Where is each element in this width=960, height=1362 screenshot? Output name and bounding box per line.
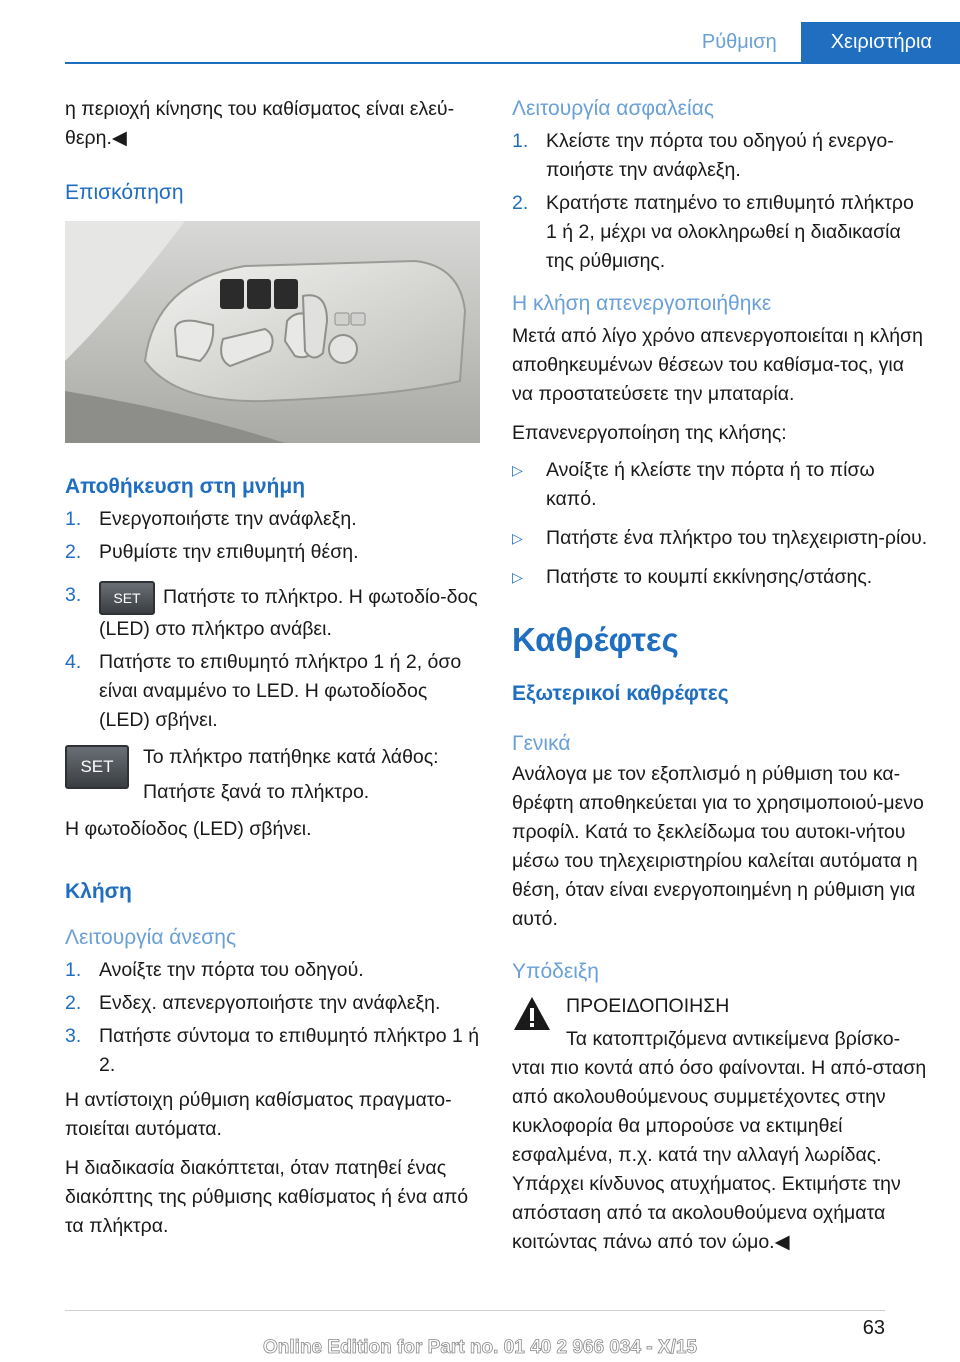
- bullet-text: Πατήστε ένα πλήκτρο του τηλεχειριστη-ρίου.: [546, 527, 928, 549]
- list-item: [512, 524, 930, 553]
- header-section-label[interactable]: Ρύθμιση: [678, 22, 801, 62]
- ext-mirrors-heading: Εξωτερικοί καθρέφτες: [512, 682, 729, 705]
- warning-text: Τα κατοπτριζόμενα αντικείμενα βρίσκο-νται πιο κοντά από όσο φαίνονται. Η από-σταση από ακολουθούμενους συμμετέχοντες στην κυκλοφορία θα μπορούσε να εκτιμηθεί εσφαλμένα, π.χ. κατά την αλλαγή λωρίδας. Υπάρχει κίνδυνος ατυχήματος. Εκτιμήστε την απόσταση από τα ακολουθούμενα οχήματα κοιτώντας πάνω από τον ώμο.◀: [512, 1028, 927, 1253]
- comfort-heading: Λειτουργία άνεσης: [65, 926, 237, 949]
- step-text: Ενδεχ. απενεργοποιήστε την ανάφλεξη.: [99, 992, 441, 1014]
- step-number: 3.: [65, 1025, 82, 1047]
- step-number: 4.: [65, 651, 82, 673]
- safety-steps-list: [512, 127, 930, 276]
- bullet-text: Πατήστε το κουμπί εκκίνησης/στάσης.: [546, 566, 873, 588]
- step-number: 2.: [65, 992, 82, 1014]
- right-column: [512, 95, 930, 1257]
- store-heading: Αποθήκευση στη μνήμη: [65, 475, 306, 498]
- step-number: 1.: [65, 508, 82, 530]
- general-heading: Γενικά: [512, 732, 571, 755]
- step-text: Πατήστε σύντομα το επιθυμητό πλήκτρο 1 ή 2.: [99, 1025, 480, 1076]
- list-item: [512, 189, 930, 276]
- set-button-icon: SET: [99, 581, 155, 615]
- step-text: Πατήστε το επιθυμητό πλήκτρο 1 ή 2, όσο είναι αναμμένο το LED. Η φωτοδίοδος (LED) σβήνει.: [99, 651, 462, 731]
- bullet-text: Ανοίξτε ή κλείστε την πόρτα ή το πίσω καπό.: [546, 459, 875, 510]
- list-item: [512, 563, 930, 592]
- memory-button-2: [247, 279, 271, 309]
- step-number: 2.: [65, 541, 82, 563]
- comfort-paragraph: Η αντίστοιχη ρύθμιση καθίσματος πραγματο-ποιείται αυτόματα.: [65, 1089, 452, 1140]
- page-header: [678, 22, 960, 62]
- note-after-text: Η φωτοδίοδος (LED) σβήνει.: [65, 818, 312, 840]
- store-steps-list: [65, 505, 480, 735]
- note-line: Πατήστε ξανά το πλήκτρο.: [143, 781, 370, 803]
- left-column: [65, 95, 480, 1241]
- warning-triangle-icon: [512, 994, 552, 1034]
- list-item: [65, 956, 480, 985]
- page-number: 63: [862, 1317, 885, 1339]
- note-box: [65, 743, 480, 807]
- comfort-paragraph: Η διαδικασία διακόπτεται, όταν πατηθεί ένας διακόπτης της ρύθμισης καθίσματος ή ένα από τα πλήκτρα.: [65, 1157, 469, 1237]
- triangle-bullet-icon: ▷: [512, 569, 523, 585]
- step-text: Ανοίξτε την πόρτα του οδηγού.: [99, 959, 364, 981]
- list-item: [512, 127, 930, 185]
- memory-button-1: [220, 279, 244, 309]
- footer-rule: [65, 1310, 885, 1311]
- list-item: [65, 505, 480, 534]
- warning-box: [512, 992, 930, 1257]
- header-chapter-label[interactable]: Χειριστήρια: [801, 22, 960, 62]
- general-paragraph: Ανάλογα με τον εξοπλισμό η ρύθμιση του κα-θρέφτη αποθηκεύεται για το χρησιμοποιού-μενο προφίλ. Κατά το ξεκλείδωμα του αυτοκι-νήτου μέσω του τηλεχειριστηρίου καλείται αυτόματα η θέση, όταν είναι ενεργοποιημένη η ρύθμιση για αυτό.: [512, 763, 924, 930]
- mirrors-heading: Καθρέφτες: [512, 621, 679, 658]
- step-text: Ενεργοποιήστε την ανάφλεξη.: [99, 508, 357, 530]
- list-item: [65, 581, 480, 644]
- list-item: [65, 989, 480, 1018]
- comfort-steps-list: [65, 956, 480, 1080]
- header-rule: [65, 62, 960, 64]
- overview-heading: Επισκόπηση: [65, 181, 184, 204]
- step-number: 2.: [512, 192, 529, 214]
- set-button-icon: SET: [65, 745, 129, 789]
- list-item: [65, 538, 480, 567]
- recall-heading: Κλήση: [65, 880, 132, 903]
- seat-controls-photo: [65, 221, 480, 443]
- triangle-bullet-icon: ▷: [512, 462, 523, 478]
- step-text: Κλείστε την πόρτα του οδηγού ή ενεργο-ποιήστε την ανάφλεξη.: [546, 130, 894, 181]
- memory-set-button: [274, 279, 298, 309]
- step-text: Ρυθμίστε την επιθυμητή θέση.: [99, 541, 359, 563]
- disabled-paragraph: Μετά από λίγο χρόνο απενεργοποιείται η κλήση αποθηκευμένων θέσεων του καθίσμα-τος, για να προστατεύσετε την μπαταρία.: [512, 325, 923, 405]
- step-number: 1.: [65, 959, 82, 981]
- triangle-bullet-icon: ▷: [512, 530, 523, 546]
- step-text: Πατήστε το πλήκτρο. Η φωτοδίο-δος (LED) στο πλήκτρο ανάβει.: [99, 586, 478, 640]
- list-item: [512, 456, 930, 514]
- footer-edition: Online Edition for Part no. 01 40 2 966 034 - X/15: [263, 1337, 697, 1358]
- list-item: [65, 648, 480, 735]
- step-number: 3.: [65, 584, 82, 606]
- safety-heading: Λειτουργία ασφαλείας: [512, 97, 714, 120]
- intro-text: η περιοχή κίνησης του καθίσματος είναι ελεύ-θερη.◀: [65, 98, 455, 149]
- note-line: Το πλήκτρο πατήθηκε κατά λάθος:: [143, 746, 439, 768]
- hint-heading: Υπόδειξη: [512, 960, 599, 983]
- warning-title: ΠΡΟΕΙΔΟΠΟΙΗΣΗ: [566, 995, 730, 1017]
- step-number: 1.: [512, 130, 529, 152]
- disabled-heading: Η κλήση απενεργοποιήθηκε: [512, 292, 772, 315]
- step-text: Κρατήστε πατημένο το επιθυμητό πλήκτρο 1 ή 2, μέχρι να ολοκληρωθεί η διαδικασία της ρύθμισης.: [546, 192, 914, 272]
- reactivate-bullets: [512, 456, 930, 592]
- reactivate-intro: Επανενεργοποίηση της κλήσης:: [512, 422, 787, 444]
- list-item: [65, 1022, 480, 1080]
